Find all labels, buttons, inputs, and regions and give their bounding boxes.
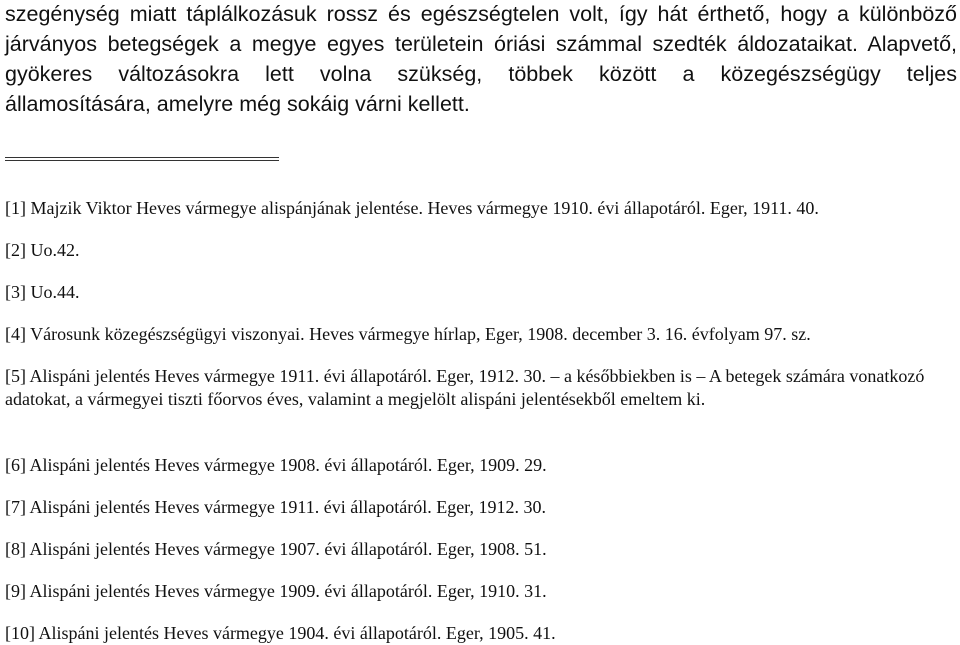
footnote-3: [3] Uo.44.	[5, 282, 80, 302]
footnote-5: [5] Alispáni jelentés Heves vármegye 1911. évi állapotáról. Eger, 1912. 30. ‒ a későbbiekben is ‒ A betegek számára vonatkozó adatokat, a vármegyei tiszti főorvos éves, valamint a megjelölt alispáni jelentésekből emeltem ki.	[5, 366, 925, 409]
paragraph-line: járványos betegségek a megye egyes területein óriási számmal szedték áldozataikat. Alapvető,	[5, 32, 957, 56]
footnote-10: [10] Alispáni jelentés Heves vármegye 1904. évi állapotáról. Eger, 1905. 41.	[5, 623, 556, 643]
footnote-7: [7] Alispáni jelentés Heves vármegye 1911. évi állapotáról. Eger, 1912. 30.	[5, 497, 546, 517]
footnote-4: [4] Városunk közegészségügyi viszonyai. Heves vármegye hírlap, Eger, 1908. december 3. 16. évfolyam 97. sz.	[5, 324, 811, 344]
paragraph-line: államosítására, amelyre még sokáig várni kellett.	[5, 92, 470, 116]
footnote-separator	[5, 157, 279, 161]
paragraph-line: szegénység miatt táplálkozásuk rossz és egészségtelen volt, így hát érthető, hogy a különböző	[5, 2, 957, 26]
paragraph-line: gyökeres változásokra lett volna szükség, többek között a közegészségügy teljes	[5, 62, 957, 86]
footnote-9: [9] Alispáni jelentés Heves vármegye 1909. évi állapotáról. Eger, 1910. 31.	[5, 581, 547, 601]
footnote-1: [1] Majzik Viktor Heves vármegye alispánjának jelentése. Heves vármegye 1910. évi állapotáról. Eger, 1911. 40.	[5, 198, 819, 218]
footnote-8: [8] Alispáni jelentés Heves vármegye 1907. évi állapotáról. Eger, 1908. 51.	[5, 539, 547, 559]
footnote-2: [2] Uo.42.	[5, 240, 80, 260]
body-paragraph	[0, 0, 960, 119]
footnote-6: [6] Alispáni jelentés Heves vármegye 1908. évi állapotáról. Eger, 1909. 29.	[5, 455, 547, 475]
